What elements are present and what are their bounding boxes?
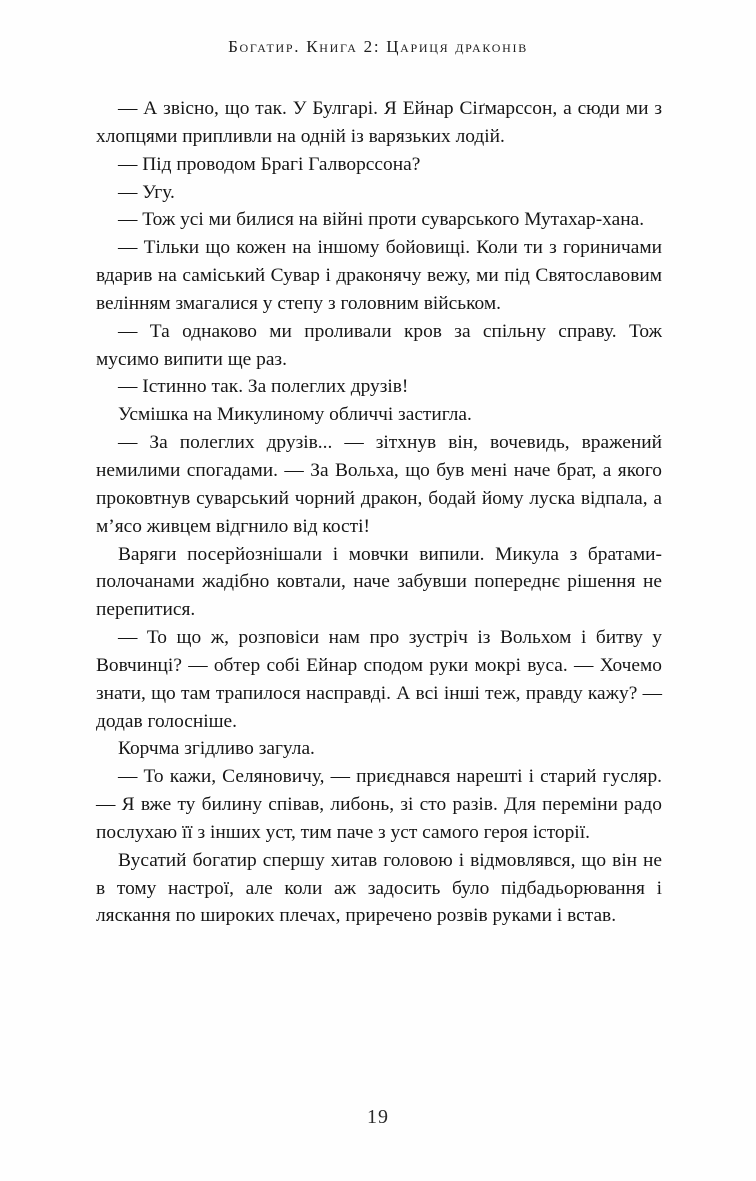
running-header: Богатир. Книга 2: Цариця драконів [228,37,528,56]
paragraph: Корчма згідливо загула. [118,738,315,760]
page-number: 19 [367,1106,389,1128]
paragraph: Вусатий богатир спершу хитав головою і відмовлявся, що він не в тому настрої, але коли аж задосить було підбадьорювання і ляскання по широких плечах, приречено розвів руками і встав. [96,849,662,927]
body-text-block [96,95,662,930]
paragraph: Варяги посерйознішали і мовчки випили. Микула з братами-полочанами жадібно ковтали, наче забувши попереднє рішення не перепитися. [96,543,662,621]
paragraph: — Під проводом Брагі Галворссона? [118,153,421,175]
paragraph: — Та однаково ми проливали кров за спільну справу. Тож мусимо випити ще раз. [96,320,662,370]
paragraph: — Істинно так. За полеглих друзів! [118,376,409,398]
paragraph: — То кажи, Селяновичу, — приєднався нарешті і старий гусляр. — Я вже ту билину співав, либонь, зі сто разів. Для переміни радо послухаю її з інших уст, тим паче з уст самого героя історії. [96,766,662,843]
paragraph: — То що ж, розповіси нам про зустріч із Вольхом і битву у Вовчинці? — обтер собі Ейнар сподом руки мокрі вуса. — Хочемо знати, що там трапилося насправді. А всі інші теж, правду кажу? — додав голосніше. [96,627,662,732]
paragraph: — Угу. [118,181,175,203]
paragraph: — За полеглих друзів... — зітхнув він, вочевидь, вражений немилими спогадами. — За Вольха, що був мені наче брат, а якого проковтнув суварський чорний дракон, бодай йому луска відпала, а м’ясо живцем відгнило від кості! [96,432,662,537]
paragraph: — А звісно, що так. У Булгарі. Я Ейнар Сіґмарссон, а сюди ми з хлопцями припливли на одній із варязьких лодій. [96,98,662,147]
paragraph: — Тож усі ми билися на війні проти суварського Мутахар-хана. [118,209,645,231]
paragraph: Усмішка на Микулиному обличчі застигла. [118,404,472,426]
paragraph: — Тільки що кожен на іншому бойовищі. Коли ти з гориничами вдарив на саміський Сувар і драконячу вежу, ми під Святославовим велінням змагалися у степу з головним військом. [96,237,662,314]
